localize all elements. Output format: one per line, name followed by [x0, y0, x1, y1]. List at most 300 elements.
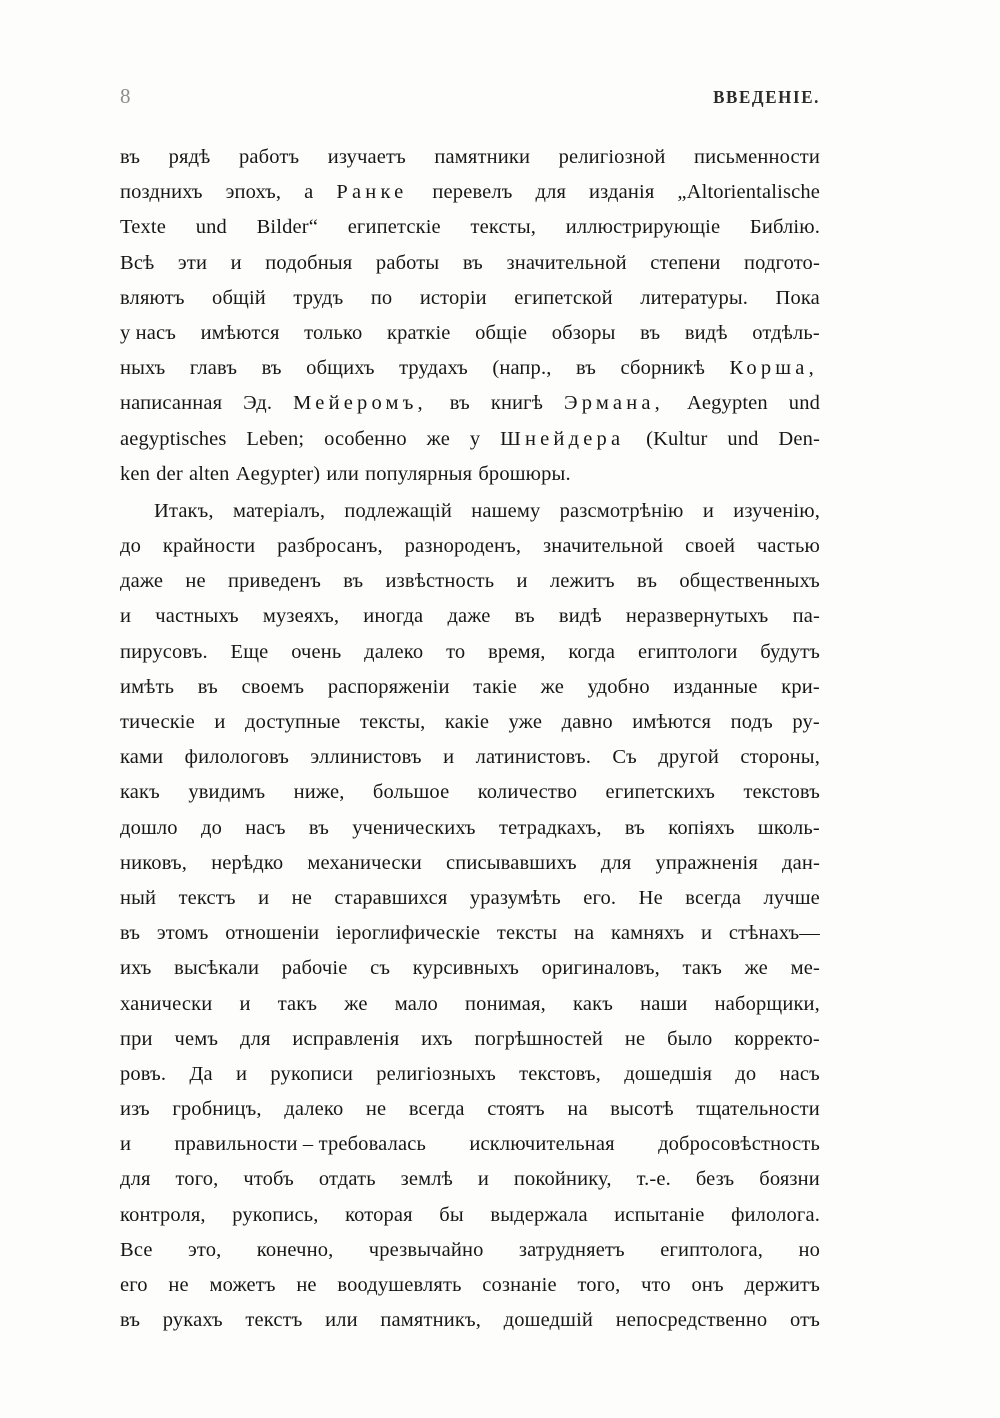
text-line: [120, 1057, 820, 1092]
word: же: [344, 992, 368, 1015]
word: видѣ: [684, 321, 728, 344]
word: только: [304, 321, 363, 344]
word: письменности: [693, 146, 820, 168]
word: ками: [120, 746, 164, 769]
word: рядѣ: [168, 146, 211, 168]
word: было: [667, 1027, 713, 1050]
word: подобныя: [265, 251, 353, 274]
text-line: [120, 316, 820, 351]
word: удобно: [587, 675, 650, 698]
word: которая: [345, 1203, 413, 1226]
word: и: [443, 746, 455, 769]
word: насъ: [245, 816, 286, 839]
text-line: [120, 564, 820, 599]
word: Leben;: [246, 427, 305, 450]
word: ровъ.: [120, 1062, 167, 1085]
word: чрезвычайно: [368, 1238, 484, 1261]
word: насъ: [779, 1062, 820, 1085]
text-line: [120, 1092, 820, 1127]
word: уже: [508, 711, 543, 733]
word: бы: [439, 1203, 464, 1226]
word: разсмотрѣнію: [559, 499, 684, 522]
word: ный: [120, 886, 157, 909]
word: разбросанъ,: [277, 535, 383, 558]
word: погрѣшностей: [474, 1027, 604, 1050]
word: этомъ: [156, 922, 209, 945]
word: Мейеромъ,: [293, 392, 427, 415]
text-line: [120, 422, 820, 457]
text-line: [120, 1162, 820, 1197]
word: ханически: [120, 992, 213, 1015]
text-line: [120, 1233, 820, 1268]
word: Ранке: [336, 181, 408, 204]
word: „Altorientalische: [677, 181, 820, 204]
word: филологовъ: [184, 746, 290, 769]
word: въ: [343, 570, 364, 593]
word: для: [600, 851, 632, 874]
word: не: [185, 570, 206, 593]
word: высѣкали: [174, 957, 260, 980]
word: покойнику,: [513, 1168, 612, 1191]
word: воодушевлять: [337, 1274, 462, 1296]
text-line: [120, 1268, 820, 1303]
word: ken: [120, 462, 151, 485]
word: Aegypter): [235, 462, 321, 485]
word: филолога.: [731, 1203, 820, 1226]
text-line: [120, 740, 820, 775]
word: или: [325, 1309, 358, 1332]
word: (Kultur: [646, 427, 708, 450]
word: мало: [394, 992, 438, 1015]
word: отношеніи: [225, 922, 320, 945]
word: und: [195, 216, 227, 239]
word: упражненія: [655, 851, 758, 874]
word: музеяхъ,: [262, 605, 340, 628]
word: тексты,: [359, 711, 426, 733]
word: общественныхъ: [679, 570, 820, 593]
word: въ: [462, 251, 483, 274]
word: иллюстрирующіе: [565, 216, 721, 239]
word: же: [540, 675, 564, 698]
word: до: [735, 1062, 757, 1085]
word: добросовѣстность: [658, 1133, 820, 1156]
word: копіяхъ: [668, 816, 735, 839]
word: перевелъ: [432, 181, 513, 204]
word: а: [304, 181, 314, 204]
word: старавшихся: [334, 886, 448, 909]
running-head: [120, 84, 820, 110]
word: далеко: [364, 640, 424, 663]
word: и: [239, 992, 251, 1015]
paragraph: [120, 140, 820, 492]
word: и: [516, 570, 528, 593]
word: когда: [568, 640, 616, 663]
word: контроля,: [120, 1203, 206, 1226]
word: понимая,: [465, 992, 546, 1015]
word: онъ: [691, 1274, 724, 1296]
word: главъ: [189, 357, 238, 380]
word: дошедшія: [624, 1062, 713, 1085]
word: текстъ: [245, 1309, 303, 1332]
word: чемъ: [174, 1027, 219, 1050]
word: стѣнахъ—: [728, 922, 820, 945]
word: для: [535, 181, 567, 204]
word: Съ: [612, 746, 637, 769]
word: камняхъ: [611, 922, 685, 945]
word: же: [426, 427, 450, 450]
word: и: [230, 251, 242, 274]
word: краткіе: [387, 321, 451, 344]
text-line: [120, 351, 820, 386]
word: ру-: [792, 711, 820, 733]
word: на: [573, 922, 595, 945]
word: памятники: [434, 146, 531, 168]
text-line: [120, 140, 820, 175]
word: не: [365, 1098, 387, 1121]
word: разнороденъ,: [404, 535, 522, 558]
text-line: [120, 1127, 820, 1162]
word: и: [702, 499, 714, 522]
word: религіозныхъ: [376, 1062, 496, 1085]
word: въ: [514, 605, 535, 628]
word: т.-е.: [636, 1168, 671, 1191]
word: изучаетъ: [327, 146, 406, 168]
word: египтолога,: [660, 1238, 764, 1261]
word: для: [240, 1027, 271, 1050]
word: и: [258, 886, 270, 909]
word: даже: [447, 605, 491, 628]
word: того,: [175, 1168, 219, 1191]
word: работы: [375, 251, 440, 274]
word: своей: [685, 535, 736, 558]
word: не: [624, 1027, 646, 1050]
word: въ: [120, 146, 141, 168]
word: Все: [120, 1238, 153, 1261]
body-text-block: [120, 140, 820, 1338]
word: дошло: [120, 816, 178, 839]
word: школь-: [757, 816, 820, 839]
text-line: [120, 210, 820, 245]
word: позднихъ: [120, 181, 203, 204]
word: брошюры.: [478, 462, 571, 485]
text-line: [120, 599, 820, 634]
word: Итакъ,: [154, 499, 214, 522]
word: египетской: [514, 286, 613, 309]
word: ихъ: [421, 1027, 453, 1050]
word: написанная: [120, 392, 223, 415]
text-line: [120, 281, 820, 316]
word: лежитъ: [549, 570, 615, 593]
word: дан-: [782, 851, 820, 874]
word: эти: [177, 251, 208, 274]
word: (напр.,: [492, 357, 552, 380]
word: исключительная: [469, 1133, 615, 1156]
word: въ: [308, 816, 329, 839]
text-line: [120, 175, 820, 210]
text-line: [120, 457, 820, 492]
word: отъ: [789, 1309, 820, 1332]
word: текстъ: [178, 886, 236, 909]
word: ниже,: [293, 781, 345, 804]
word: и: [120, 605, 132, 628]
word: литературы.: [640, 286, 749, 309]
word: имѣются: [632, 711, 712, 733]
word: матеріалъ,: [232, 499, 326, 522]
word: рукописи: [270, 1062, 354, 1085]
word: рукопись,: [232, 1203, 319, 1226]
word: исправленія: [292, 1027, 400, 1050]
word: текстовъ: [743, 781, 820, 804]
word: доступные: [245, 711, 341, 733]
text-line: [120, 775, 820, 810]
word: до: [200, 816, 222, 839]
word: иногда: [363, 605, 424, 628]
word: выдержала: [490, 1203, 588, 1226]
word: увидимъ: [188, 781, 266, 804]
word: въ: [197, 675, 218, 698]
word: курсивныхъ: [412, 957, 519, 980]
word: кри-: [781, 675, 820, 698]
word: эпохъ,: [225, 181, 282, 204]
word: въ: [120, 1309, 141, 1332]
word: Bilder“: [256, 216, 318, 239]
word: давно: [561, 711, 613, 733]
word: безъ: [695, 1168, 735, 1191]
word: высотѣ: [610, 1098, 674, 1121]
paragraph: [120, 494, 820, 1339]
word: alten: [188, 462, 230, 485]
word: количество: [477, 781, 578, 804]
word: наши: [640, 992, 688, 1015]
word: оригиналовъ,: [541, 957, 660, 980]
word: изученію,: [733, 499, 820, 522]
word: у: [469, 427, 481, 450]
word: подъ: [730, 711, 773, 733]
word: для: [120, 1168, 151, 1191]
word: дошедшій: [503, 1309, 594, 1332]
word: Эрмана,: [563, 392, 664, 415]
text-line: [120, 811, 820, 846]
word: Не: [638, 886, 663, 909]
word: сознаніе: [482, 1274, 557, 1296]
word: па-: [792, 605, 820, 628]
word: значительной: [543, 535, 664, 558]
word: далеко: [284, 1098, 344, 1121]
word: ныхъ: [120, 357, 166, 380]
word: не: [291, 886, 312, 909]
word: ученическихъ: [352, 816, 476, 839]
word: частью: [756, 535, 820, 558]
word: въ: [640, 321, 661, 344]
word: трудахъ: [399, 357, 468, 380]
word: же: [744, 957, 768, 980]
word: изданные: [673, 675, 758, 698]
word: эллинистовъ: [310, 746, 422, 769]
word: египтологи: [637, 640, 738, 663]
word: у насъ: [120, 321, 177, 344]
word: стоятъ: [487, 1098, 545, 1121]
word: гробницъ,: [172, 1098, 262, 1121]
word: извѣстность: [385, 570, 495, 593]
text-line: [120, 916, 820, 951]
word: значительной: [506, 251, 627, 274]
word: въ: [624, 816, 645, 839]
word: такъ: [277, 992, 318, 1015]
word: какіе: [444, 711, 490, 733]
word: съ: [370, 957, 391, 980]
word: тетрадкахъ,: [498, 816, 602, 839]
word: правильности – требовалась: [174, 1133, 426, 1156]
word: имѣть: [120, 675, 175, 698]
word: тексты,: [470, 216, 537, 239]
word: даже: [120, 570, 164, 593]
word: при: [120, 1027, 153, 1050]
text-line: [120, 494, 820, 529]
word: въ: [120, 922, 141, 945]
word: его.: [583, 886, 617, 909]
word: работъ: [238, 146, 300, 168]
word: нерѣдко: [211, 851, 284, 874]
word: большое: [372, 781, 450, 804]
word: религіозной: [558, 146, 666, 168]
word: всегда: [408, 1098, 465, 1121]
word: тическіе: [120, 711, 195, 733]
word: стороны,: [740, 746, 820, 769]
word: другой: [658, 746, 719, 769]
word: отдать: [318, 1168, 376, 1191]
word: того,: [577, 1274, 621, 1296]
word: и: [477, 1168, 489, 1191]
word: конечно,: [256, 1238, 334, 1261]
word: особенно: [324, 427, 407, 450]
word: общій: [212, 286, 266, 309]
word: не: [296, 1274, 317, 1296]
word: имѣются: [200, 321, 280, 344]
word: подгото-: [744, 251, 820, 274]
word: тексты: [496, 922, 558, 945]
text-line: [120, 1022, 820, 1057]
word: распоряженіи: [327, 675, 450, 698]
word: Den-: [778, 427, 820, 450]
word: и: [236, 1062, 248, 1085]
word: на: [567, 1098, 588, 1121]
word: der: [156, 462, 183, 485]
word: іероглифическіе: [336, 922, 481, 945]
word: землѣ: [400, 1168, 453, 1191]
word: не: [168, 1274, 189, 1296]
word: можетъ: [209, 1274, 276, 1296]
word: затрудняетъ: [518, 1238, 625, 1261]
word: въ: [261, 357, 282, 380]
word: въ: [637, 570, 658, 593]
word: своемъ: [241, 675, 305, 698]
word: Да: [189, 1062, 213, 1085]
word: или: [326, 462, 359, 485]
word: египетскіе: [347, 216, 441, 239]
word: und: [727, 427, 759, 450]
word: нашему: [471, 499, 541, 522]
word: Texte: [120, 216, 166, 239]
word: рукахъ: [162, 1309, 223, 1332]
word: памятникъ,: [380, 1309, 481, 1332]
word: время,: [488, 640, 546, 663]
text-line: [120, 1198, 820, 1233]
word: пирусовъ.: [120, 640, 208, 663]
word: видѣ: [558, 605, 602, 628]
word: обзоры: [551, 321, 616, 344]
word: ихъ: [120, 957, 152, 980]
word: и: [120, 1133, 132, 1156]
word: списывавшихъ: [445, 851, 577, 874]
word: Пока: [775, 286, 820, 309]
word: египетскихъ: [605, 781, 716, 804]
word: неразвернутыхъ: [625, 605, 769, 628]
word: такъ: [682, 957, 722, 980]
text-line: [120, 635, 820, 670]
word: aegyptisches: [120, 427, 227, 450]
word: отдѣль-: [752, 321, 820, 344]
word: und: [788, 392, 820, 415]
word: испытаніе: [614, 1203, 705, 1226]
word: общіе: [475, 321, 528, 344]
text-line: [120, 670, 820, 705]
word: исторіи: [419, 286, 487, 309]
word: будутъ: [760, 640, 820, 663]
word: крайности: [162, 535, 256, 558]
word: никовъ,: [120, 851, 188, 874]
word: держитъ: [744, 1274, 820, 1296]
word: и: [701, 922, 713, 945]
word: подлежащій: [344, 499, 453, 522]
word: изданія: [589, 181, 655, 204]
text-line: [120, 1303, 820, 1338]
text-line: [120, 881, 820, 916]
word: степени: [650, 251, 721, 274]
word: его: [120, 1274, 148, 1296]
word: такіе: [473, 675, 518, 698]
text-line: [120, 246, 820, 281]
word: что: [641, 1274, 671, 1296]
word: въ: [575, 357, 597, 380]
word: Корша,: [729, 357, 818, 380]
word: изъ: [120, 1098, 150, 1121]
word: Еще: [230, 640, 269, 663]
word: латинистовъ.: [475, 746, 591, 769]
word: текстовъ,: [519, 1062, 601, 1085]
word: Эд.: [243, 392, 273, 415]
word: но: [798, 1238, 820, 1261]
word: до: [120, 535, 141, 558]
word: механически: [307, 851, 422, 874]
word: это,: [187, 1238, 222, 1261]
word: книгѣ: [490, 392, 544, 415]
text-line: [120, 705, 820, 740]
word: вляютъ: [120, 286, 185, 309]
word: популярныя: [365, 462, 473, 485]
text-line: [120, 987, 820, 1022]
word: приведенъ: [227, 570, 321, 593]
word: Шнейдера: [500, 427, 625, 450]
word: какъ: [573, 992, 613, 1015]
word: ме-: [790, 957, 820, 980]
page-folio-number: 8: [120, 84, 131, 108]
text-line: [120, 951, 820, 986]
word: корректо-: [734, 1027, 820, 1050]
text-line: [120, 529, 820, 564]
word: трудъ: [293, 286, 344, 309]
word: частныхъ: [155, 605, 239, 628]
word: въ: [449, 392, 470, 415]
